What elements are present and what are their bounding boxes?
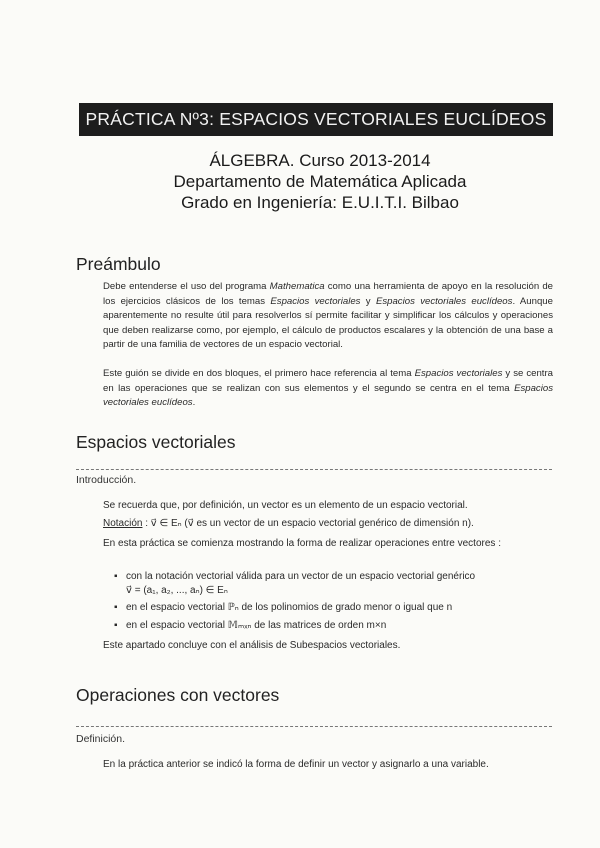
p2-text-b: y se centra en las operaciones que se realizan con sus elementos y el segundo se centra en el tema [103,368,553,394]
notacion-line [103,518,474,529]
closing-line: Este apartado concluye con el análisis de Subespacios vectoriales. [103,640,401,651]
p1-espacios-euclideos: Espacios vectoriales euclídeos [375,295,513,307]
p1-text-a: Debe entenderse el uso del programa [103,281,270,292]
bullet-matrices: ▪ en el espacio vectorial 𝕄ₘₓₙ de las matrices de orden m×n [126,620,386,631]
notacion-text: : v⃗ ∈ Eₙ (v⃗ es un vector de un espacio vectorial genérico de dimensión n). [142,518,474,529]
introduccion-subheading: Introducción. [76,474,137,486]
course-title: ÁLGEBRA. Curso 2013-2014 [209,151,431,170]
operaciones-heading: Operaciones con vectores [76,685,280,705]
operaciones-line: En la práctica anterior se indicó la forma de definir un vector y asignarlo a una variable. [103,759,489,770]
notacion-label: Notación [103,518,143,529]
intro-practice-line: En esta práctica se comienza mostrando la forma de realizar operaciones entre vectores : [103,538,501,549]
p1-text-c: y [360,295,376,307]
preambulo-paragraph-2 [103,367,553,411]
p1-mathematica: Mathematica [269,281,325,292]
p2-espacios-vectoriales: Espacios vectoriales [414,368,503,379]
section-divider-2 [76,726,552,727]
bullet-polynomials: ▪ en el espacio vectorial ℙₙ de los polinomios de grado menor o igual que n [126,602,452,613]
definition-line: Se recuerda que, por definición, un vector es un elemento de un espacio vectorial. [103,500,468,511]
preambulo-paragraph-1 [103,280,553,353]
department: Departamento de Matemática Aplicada [173,172,467,191]
practice-banner: PRÁCTICA Nº3: ESPACIOS VECTORIALES EUCLÍDEOS [79,103,553,136]
preambulo-heading: Preámbulo [76,254,161,274]
degree: Grado en Ingeniería: E.U.I.T.I. Bilbao [181,193,459,212]
p2-espacios-euclideos: Espacios vectoriales euclídeos [103,382,553,409]
espacios-heading: Espacios vectoriales [76,432,236,452]
p2-text-c: . [192,397,196,409]
p1-espacios-vectoriales: Espacios vectoriales [270,295,361,307]
bullet-vector-formula: v⃗ = (a₁, a₂, ..., aₙ) ∈ Eₙ [126,585,228,596]
p1-text-d: . Aunque aparentemente no resulte útil para resolverlos sí permite facilitar y simplificar los cálculos y operaciones que deben realizarse como, por ejemplo, el cálculo de productos escalares y la obtención de una base a partir de una familia de vectores de un espacio vectorial. [103,295,553,351]
p2-text-a: Este guión se divide en dos bloques, el primero hace referencia al tema [103,368,415,379]
p1-text-b: como una herramienta de apoyo en la resolución de los ejercicios clásicos de los temas [103,281,553,307]
bullet-vector-notation: ▪ con la notación vectorial válida para un vector de un espacio vectorial genérico [126,571,475,582]
definicion-subheading: Definición. [76,733,126,745]
section-divider [76,469,552,470]
title-block [150,150,490,213]
